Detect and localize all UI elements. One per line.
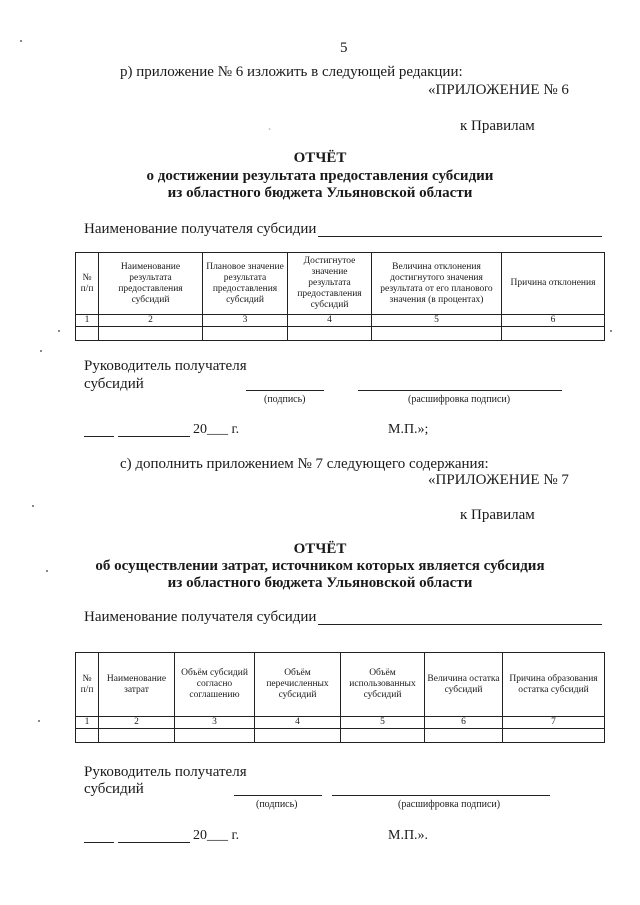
recipient-7-field-line [318,624,602,625]
empty-cell [372,327,502,341]
signature-6-caption: (подпись) [264,394,306,405]
column-number: 5 [372,315,502,327]
empty-cell [288,327,372,341]
header-cell: № п/п [76,253,99,315]
header-cell: Причина отклонения [502,253,605,315]
scan-speck [58,330,60,332]
head-7-line-2: субсидий [84,781,144,797]
signature-decode-7-line [332,795,550,796]
column-number: 5 [341,717,425,729]
scan-speck [20,40,22,42]
signature-decode-6-line [358,390,562,391]
report-7-heading: ОТЧЁТ [293,541,347,557]
scan-speck [610,330,612,332]
column-number: 2 [99,717,175,729]
empty-cell [99,729,175,743]
scan-speck [40,350,42,352]
signature-6-line [246,390,324,391]
column-number: 4 [288,315,372,327]
empty-cell [503,729,605,743]
column-number: 1 [76,315,99,327]
report-7-empty-row [76,729,605,743]
item-r-text: р) приложение № 6 изложить в следующей редакции: [120,64,463,80]
empty-cell [425,729,503,743]
report-6-subtitle-1: о достижении результата предоставления субсидии [146,168,494,184]
header-cell: Наименование затрат [99,653,175,717]
empty-cell [76,327,99,341]
date-7-day-line [84,842,114,843]
header-cell: Объём субсидий согласно соглашению [175,653,255,717]
signature-decode-7-caption: (расшифровка подписи) [398,799,501,810]
report-6-number-row [76,315,605,327]
stamp-6: М.П.»; [388,422,429,437]
report-6-header-row [76,253,605,315]
head-7-line-1: Руководитель получателя [84,764,247,780]
column-number: 7 [503,717,605,729]
appendix-6-title: «ПРИЛОЖЕНИЕ № 6 [428,82,569,98]
column-number: 2 [99,315,203,327]
date-6-month-line [118,436,190,437]
column-number: 3 [175,717,255,729]
report-6-heading: ОТЧЁТ [293,150,347,166]
date-7-year: 20___ г. [193,828,240,843]
scan-mark: ˋ [268,128,272,139]
report-6-subtitle-2: из областного бюджета Ульяновской области [167,185,473,201]
report-7-subtitle-1: об осуществлении затрат, источником которых является субсидия [95,558,545,574]
report-7-header-row [76,653,605,717]
header-cell: Объём перечисленных субсидий [255,653,341,717]
header-cell: Величина отклонения достигнутого значения результата от его планового значения (в процентах) [372,253,502,315]
appendix-7-rules-ref: к Правилам [460,507,535,523]
item-s-text: с) дополнить приложением № 7 следующего содержания: [120,456,489,472]
report-7-number-row [76,717,605,729]
date-7-month-line [118,842,190,843]
column-number: 6 [425,717,503,729]
report-7-subtitle-2: из областного бюджета Ульяновской области [167,575,473,591]
header-cell: Достигнутое значение результата предоставления субсидий [288,253,372,315]
appendix-7-title: «ПРИЛОЖЕНИЕ № 7 [428,472,569,488]
column-number: 1 [76,717,99,729]
empty-cell [203,327,288,341]
empty-cell [99,327,203,341]
header-cell: Наименование результата предоставления субсидий [99,253,203,315]
empty-cell [255,729,341,743]
signature-7-line [234,795,322,796]
header-cell: Причина образования остатка субсидий [503,653,605,717]
empty-cell [341,729,425,743]
scan-speck [38,720,40,722]
recipient-6-field-line [318,236,602,237]
column-number: 4 [255,717,341,729]
head-6-line-2: субсидий [84,376,144,392]
empty-cell [76,729,99,743]
signature-decode-6-caption: (расшифровка подписи) [408,394,511,405]
scan-speck [32,505,34,507]
header-cell: Объём использованных субсидий [341,653,425,717]
recipient-7-label: Наименование получателя субсидии [84,609,317,625]
report-7-table [75,652,605,743]
date-6-year: 20___ г. [193,422,240,437]
header-cell: Величина остатка субсидий [425,653,503,717]
column-number: 3 [203,315,288,327]
date-6-day-line [84,436,114,437]
recipient-6-label: Наименование получателя субсидии [84,221,317,237]
header-cell: № п/п [76,653,99,717]
head-6-line-1: Руководитель получателя [84,358,247,374]
page-number: 5 [340,40,348,56]
report-6-empty-row [76,327,605,341]
appendix-6-rules-ref: к Правилам [460,118,535,134]
signature-7-caption: (подпись) [256,799,298,810]
header-cell: Плановое значение результата предоставления субсидий [203,253,288,315]
empty-cell [502,327,605,341]
column-number: 6 [502,315,605,327]
empty-cell [175,729,255,743]
report-6-table [75,252,605,341]
stamp-7: М.П.». [388,828,429,843]
